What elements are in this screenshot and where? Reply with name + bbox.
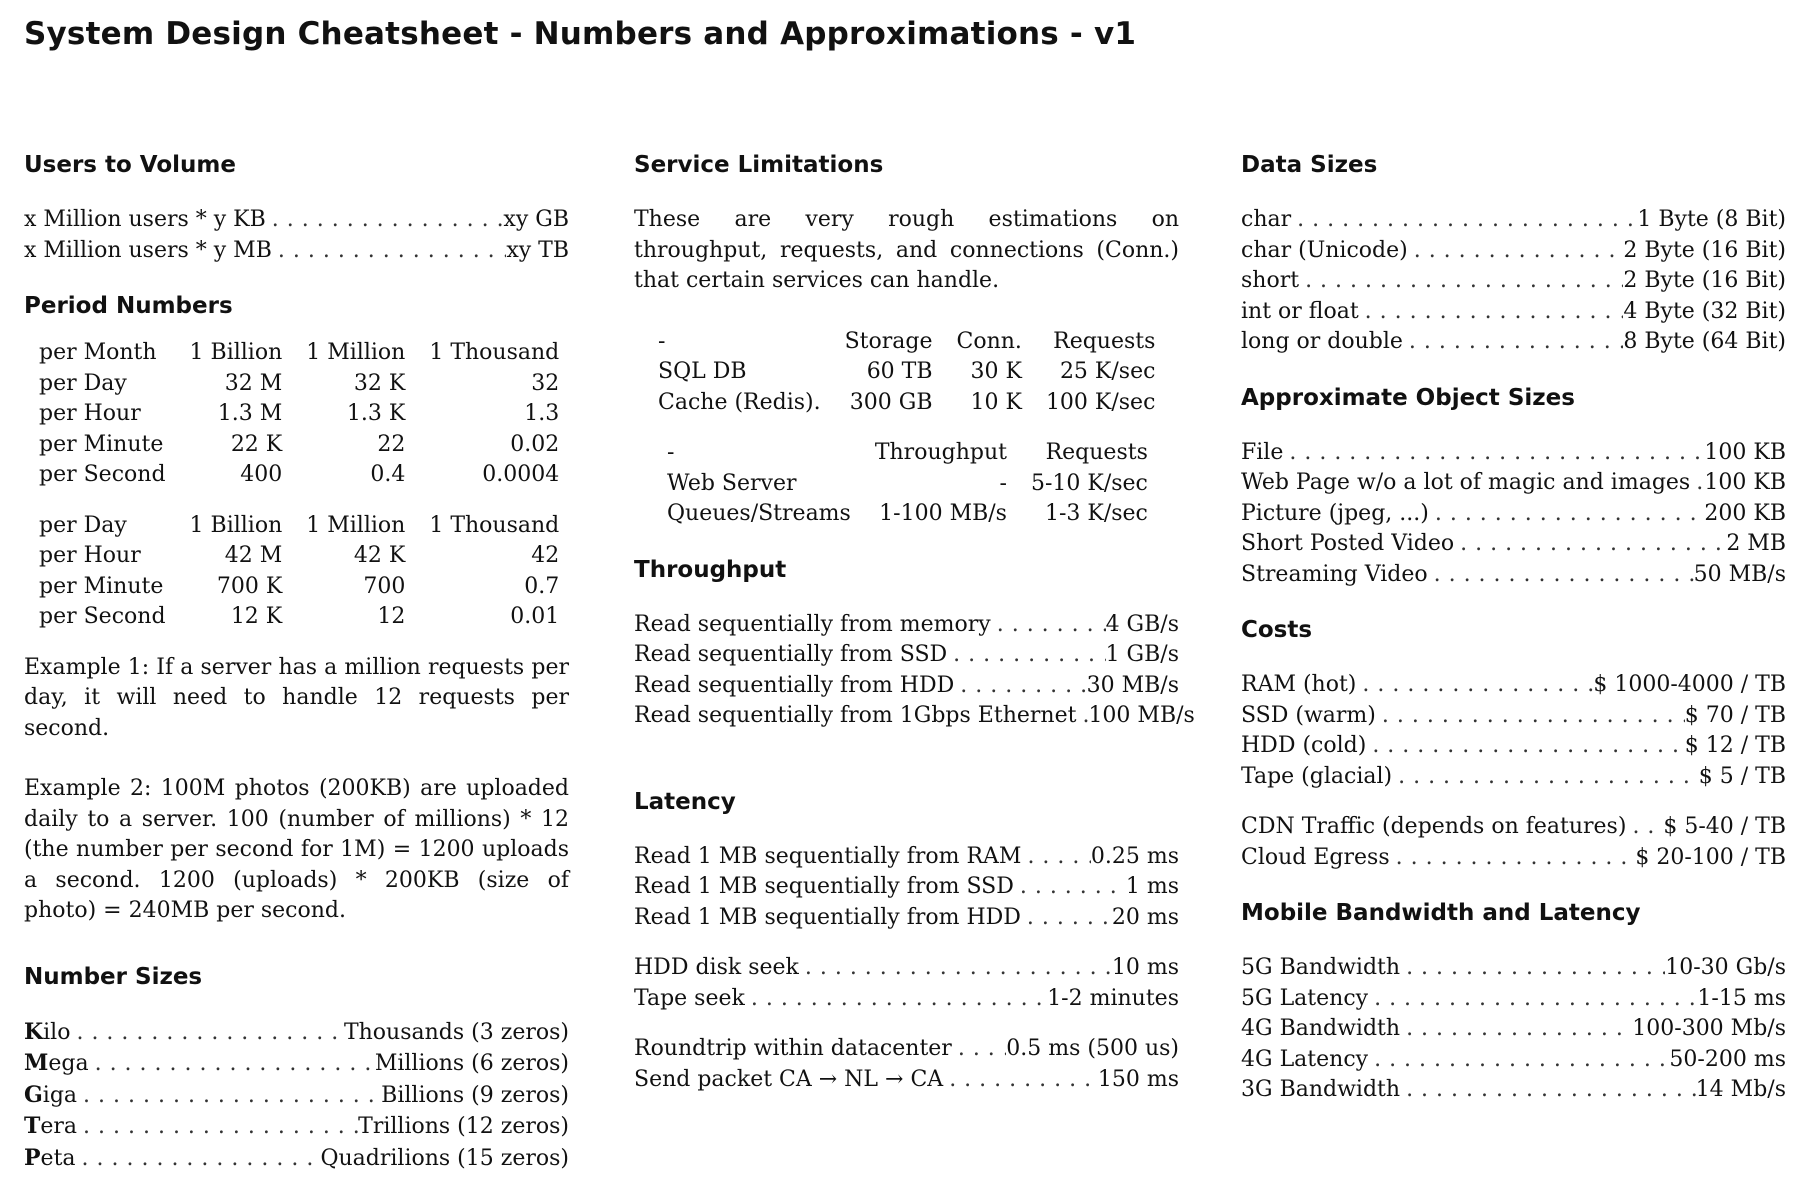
section-heading-throughput: Throughput [634, 556, 787, 583]
table-row [27, 602, 571, 633]
table-cell: SQL DB [658, 359, 747, 384]
table-cell: 400 [240, 462, 283, 487]
costs-list-2 [1241, 812, 1786, 873]
list-item [634, 610, 1179, 641]
item-value: 100 MB/s [1088, 703, 1195, 728]
table-cell: 0.01 [510, 604, 560, 629]
header-cell: Throughput [874, 440, 1007, 465]
section-heading-number-sizes: Number Sizes [24, 963, 203, 990]
table-cell: per Minute [39, 573, 164, 599]
item-value: Trillions (12 zeros) [358, 1114, 569, 1139]
list-item [1241, 1045, 1786, 1076]
item-label: char (Unicode) [1241, 237, 1408, 263]
mobile-list [1241, 953, 1786, 1106]
table-cell: 32 K [353, 370, 406, 396]
data-sizes-list [1241, 205, 1786, 358]
period-numbers-table-2 [27, 511, 571, 633]
item-label: 4G Latency [1241, 1046, 1369, 1072]
list-item [1241, 529, 1786, 560]
list-item [1241, 731, 1786, 762]
item-label: File [1241, 439, 1284, 465]
item-label: Giga [24, 1081, 78, 1108]
item-label: Tera [24, 1113, 78, 1139]
section-heading-period-numbers: Period Numbers [24, 293, 233, 319]
table-cell: 100 K/sec [1045, 389, 1156, 415]
item-value: 10 ms [1111, 955, 1179, 980]
section-heading-data-sizes: Data Sizes [1241, 152, 1378, 178]
header-cell: - [667, 440, 675, 465]
list-item [24, 205, 569, 236]
table-row [655, 469, 1160, 500]
list-item [24, 1017, 569, 1049]
header-cell: Requests [1053, 328, 1156, 354]
list-item [1241, 762, 1786, 793]
table-cell: 1-3 K/sec [1044, 501, 1148, 526]
table-cell: 10 K [970, 389, 1022, 415]
item-value: $ 20-100 / TB [1635, 844, 1786, 870]
table-cell: per Second [39, 462, 166, 487]
table-row [27, 399, 571, 430]
table-cell: Queues/Streams [667, 501, 851, 526]
list-item [1241, 670, 1786, 701]
list-item [634, 640, 1179, 671]
item-value: 100 KB [1704, 470, 1786, 495]
item-label: Roundtrip within datacenter [634, 1036, 952, 1061]
table-cell: 1.3 M [217, 401, 283, 426]
item-value: $ 5-40 / TB [1663, 814, 1786, 839]
list-item [1241, 266, 1786, 297]
table-cell: 22 [377, 431, 406, 457]
list-item [1241, 468, 1786, 499]
table-cell: per Minute [39, 431, 164, 457]
table-cell: 22 K [230, 431, 283, 457]
list-item [634, 903, 1179, 934]
item-label: RAM (hot) [1241, 672, 1357, 697]
item-value: 1 ms [1125, 874, 1179, 899]
section-heading-costs: Costs [1241, 617, 1313, 643]
item-value: 2 Byte (16 Bit) [1623, 268, 1786, 293]
table-cell: 1.3 [524, 401, 560, 426]
list-item [24, 1143, 569, 1175]
table-header-row [27, 338, 571, 369]
item-label: Read sequentially from 1Gbps Ethernet [634, 703, 1077, 728]
example-1-paragraph: Example 1: If a server has a million requests per day, it will need to handle 12 requests per second. [24, 654, 569, 741]
item-value: $ 5 / TB [1698, 763, 1786, 789]
item-label: Streaming Video [1241, 561, 1428, 587]
section-heading-service-limitations: Service Limitations [634, 152, 884, 178]
item-value: 10-30 Gb/s [1665, 955, 1786, 980]
users-to-volume-list [24, 205, 569, 266]
item-value: 1-2 minutes [1047, 985, 1179, 1011]
table-row [27, 460, 571, 491]
item-label: Peta [24, 1144, 76, 1171]
item-label: Mega [24, 1050, 89, 1076]
table-cell: 60 TB [866, 359, 933, 384]
column-1 [24, 145, 569, 1194]
list-item [1241, 701, 1786, 732]
header-cell: 1 Billion [189, 512, 283, 538]
item-value: 50 MB/s [1693, 561, 1786, 587]
table-cell: 300 GB [849, 389, 933, 415]
item-label: 4G Bandwidth [1241, 1016, 1401, 1041]
table-cell: 25 K/sec [1059, 359, 1156, 384]
table-header-row [646, 327, 1167, 358]
item-label: Read 1 MB sequentially from RAM [634, 843, 1022, 869]
item-value: 1-15 ms [1697, 985, 1786, 1011]
item-value: $ 70 / TB [1684, 702, 1786, 728]
table-cell: 30 K [970, 359, 1022, 384]
list-item [634, 671, 1179, 702]
item-label: CDN Traffic (depends on features) [1241, 814, 1627, 839]
table-cell: per Second [39, 604, 166, 629]
table-row [646, 357, 1167, 388]
list-item [1241, 560, 1786, 591]
item-label: 3G Bandwidth [1241, 1077, 1401, 1102]
header-cell: 1 Million [306, 512, 406, 538]
table-header-row [27, 511, 571, 542]
item-value: 14 Mb/s [1695, 1077, 1786, 1102]
object-sizes-list [1241, 438, 1786, 591]
item-label: Read 1 MB sequentially from HDD [634, 904, 1021, 930]
table-cell: 0.02 [510, 431, 560, 457]
column-3 [1241, 145, 1786, 1126]
item-label: short [1241, 268, 1300, 293]
table-row [27, 572, 571, 603]
list-item [24, 236, 569, 267]
list-item [1241, 327, 1786, 358]
list-item [1241, 205, 1786, 236]
item-value: Thousands (3 zeros) [343, 1019, 569, 1045]
item-label: long or double [1241, 329, 1403, 354]
item-value: 0.25 ms [1090, 843, 1179, 869]
list-item [1241, 499, 1786, 530]
item-label: 5G Latency [1241, 985, 1369, 1011]
service-limitations-intro: These are very rough estimations on throughput, requests, and connections (Conn.) that certain services can handle. [634, 207, 1179, 293]
list-item [634, 872, 1179, 903]
item-value: 150 ms [1097, 1066, 1179, 1092]
latency-list-1 [634, 842, 1179, 934]
list-item [24, 1080, 569, 1112]
table-cell: 5-10 K/sec [1030, 470, 1148, 496]
throughput-list [634, 610, 1195, 732]
item-label: x Million users * y KB [24, 207, 266, 232]
table-row [27, 430, 571, 461]
table-cell: 700 [363, 573, 406, 599]
header-cell: - [658, 328, 666, 354]
item-label: int or float [1241, 298, 1359, 324]
item-value: Billions (9 zeros) [381, 1082, 569, 1108]
header-cell: 1 Thousand [429, 340, 560, 365]
section-heading-mobile-bandwidth-latency: Mobile Bandwidth and Latency [1241, 900, 1641, 926]
period-numbers-table-1 [27, 338, 571, 491]
item-value: xy GB [503, 207, 569, 232]
section-heading-approximate-object-sizes: Approximate Object Sizes [1241, 384, 1575, 411]
table-cell: per Day [39, 370, 127, 396]
table-row [27, 541, 571, 572]
list-item [1241, 236, 1786, 267]
table-cell: Cache (Redis). [658, 389, 821, 415]
header-cell: 1 Thousand [429, 512, 560, 538]
table-cell: 42 K [353, 543, 406, 568]
list-item [1241, 984, 1786, 1015]
item-label: SSD (warm) [1241, 702, 1376, 728]
item-label: Tape (glacial) [1241, 763, 1393, 789]
list-item [1241, 438, 1786, 469]
item-label: Read sequentially from HDD [634, 672, 955, 698]
header-cell: 1 Billion [189, 340, 283, 365]
item-label: Tape seek [634, 985, 745, 1011]
item-value: xy TB [506, 237, 569, 263]
item-label: Send packet CA → NL → CA [634, 1066, 944, 1092]
latency-list-3 [634, 1034, 1179, 1095]
table-cell: 1-100 MB/s [879, 501, 1007, 526]
header-cell: Storage [844, 328, 933, 354]
header-cell: 1 Million [306, 340, 406, 365]
latency-list-2 [634, 953, 1179, 1014]
item-value: Millions (6 zeros) [374, 1051, 569, 1076]
list-item [1241, 297, 1786, 328]
list-item [1241, 953, 1786, 984]
table-header-row [655, 438, 1160, 469]
item-value: 1 Byte (8 Bit) [1637, 207, 1786, 232]
list-item [1241, 1075, 1786, 1106]
table-cell: 0.4 [370, 462, 406, 487]
item-value: Quadrilions (15 zeros) [320, 1145, 569, 1171]
item-label: Cloud Egress [1241, 844, 1390, 870]
list-item [634, 984, 1179, 1015]
example-2-paragraph: Example 2: 100M photos (200KB) are uploaded daily to a server. 100 (number of millions) * 12 (the number per second for 1M) = 1200 uploads a second. 1200 (uploads) * 200KB (size of photo) = 240MB per second. [24, 776, 569, 923]
list-item [634, 1065, 1179, 1096]
table-cell: 1.3 K [346, 401, 406, 426]
item-label: Short Posted Video [1241, 531, 1455, 556]
list-item [1241, 1014, 1786, 1045]
item-value: 4 Byte (32 Bit) [1623, 298, 1786, 324]
table-cell: - [999, 470, 1007, 496]
item-label: HDD disk seek [634, 955, 799, 980]
table-cell: Web Server [667, 470, 797, 496]
list-item [1241, 843, 1786, 874]
section-heading-latency: Latency [634, 788, 736, 815]
table-row [646, 388, 1167, 419]
table-cell: 32 M [224, 370, 283, 396]
table-cell: 0.7 [524, 573, 560, 599]
list-item [634, 842, 1179, 873]
item-label: char [1241, 207, 1292, 232]
item-value: $ 1000-4000 / TB [1593, 672, 1786, 697]
item-value: 20 ms [1111, 904, 1179, 930]
item-value: 1 GB/s [1105, 642, 1179, 667]
header-cell: per Month [39, 340, 157, 365]
item-value: 100-300 Mb/s [1632, 1016, 1786, 1041]
item-value: 0.5 ms (500 us) [1006, 1036, 1179, 1061]
table-cell: 12 [377, 604, 406, 629]
page-title: System Design Cheatsheet - Numbers and Approximations - v1 [24, 16, 1137, 52]
table-cell: per Hour [39, 543, 141, 568]
item-label: Kilo [24, 1018, 71, 1045]
table-cell: 32 [531, 370, 560, 396]
item-value: 30 MB/s [1086, 672, 1179, 698]
header-cell: per Day [39, 512, 127, 538]
service-limitations-table-1 [646, 327, 1167, 419]
item-value: $ 12 / TB [1684, 733, 1786, 758]
table-cell: 42 [531, 543, 560, 568]
item-label: Read 1 MB sequentially from SSD [634, 874, 1014, 899]
item-label: x Million users * y MB [24, 237, 272, 263]
list-item [634, 953, 1179, 984]
item-value: 4 GB/s [1105, 611, 1179, 637]
item-label: 5G Bandwidth [1241, 955, 1401, 980]
list-item [634, 701, 1195, 732]
list-item [24, 1048, 569, 1080]
item-value: 8 Byte (64 Bit) [1623, 329, 1786, 354]
service-limitations-table-2 [655, 438, 1160, 530]
list-item [24, 1111, 569, 1143]
header-cell: Requests [1045, 440, 1148, 465]
item-value: 200 KB [1704, 500, 1786, 526]
item-label: HDD (cold) [1241, 733, 1367, 758]
item-value: 100 KB [1704, 439, 1786, 465]
table-cell: per Hour [39, 401, 141, 426]
table-cell: 0.0004 [482, 462, 560, 487]
costs-list-1 [1241, 670, 1786, 792]
item-label: Picture (jpeg, ...) [1241, 500, 1429, 526]
section-heading-users-to-volume: Users to Volume [24, 152, 236, 178]
table-cell: 42 M [224, 543, 283, 568]
table-row [27, 369, 571, 400]
item-label: Web Page w/o a lot of magic and images [1241, 470, 1691, 495]
item-label: Read sequentially from memory [634, 611, 991, 637]
column-2 [634, 145, 1195, 1115]
item-value: 50-200 ms [1669, 1046, 1786, 1072]
list-item [1241, 812, 1786, 843]
header-cell: Conn. [956, 328, 1022, 354]
item-value: 2 Byte (16 Bit) [1623, 237, 1786, 263]
table-cell: 700 K [216, 573, 283, 599]
list-item [634, 1034, 1179, 1065]
table-cell: 12 K [230, 604, 283, 629]
table-row [655, 499, 1160, 530]
item-label: Read sequentially from SSD [634, 642, 948, 667]
number-sizes-list [24, 1017, 569, 1175]
item-value: 2 MB [1726, 531, 1786, 556]
